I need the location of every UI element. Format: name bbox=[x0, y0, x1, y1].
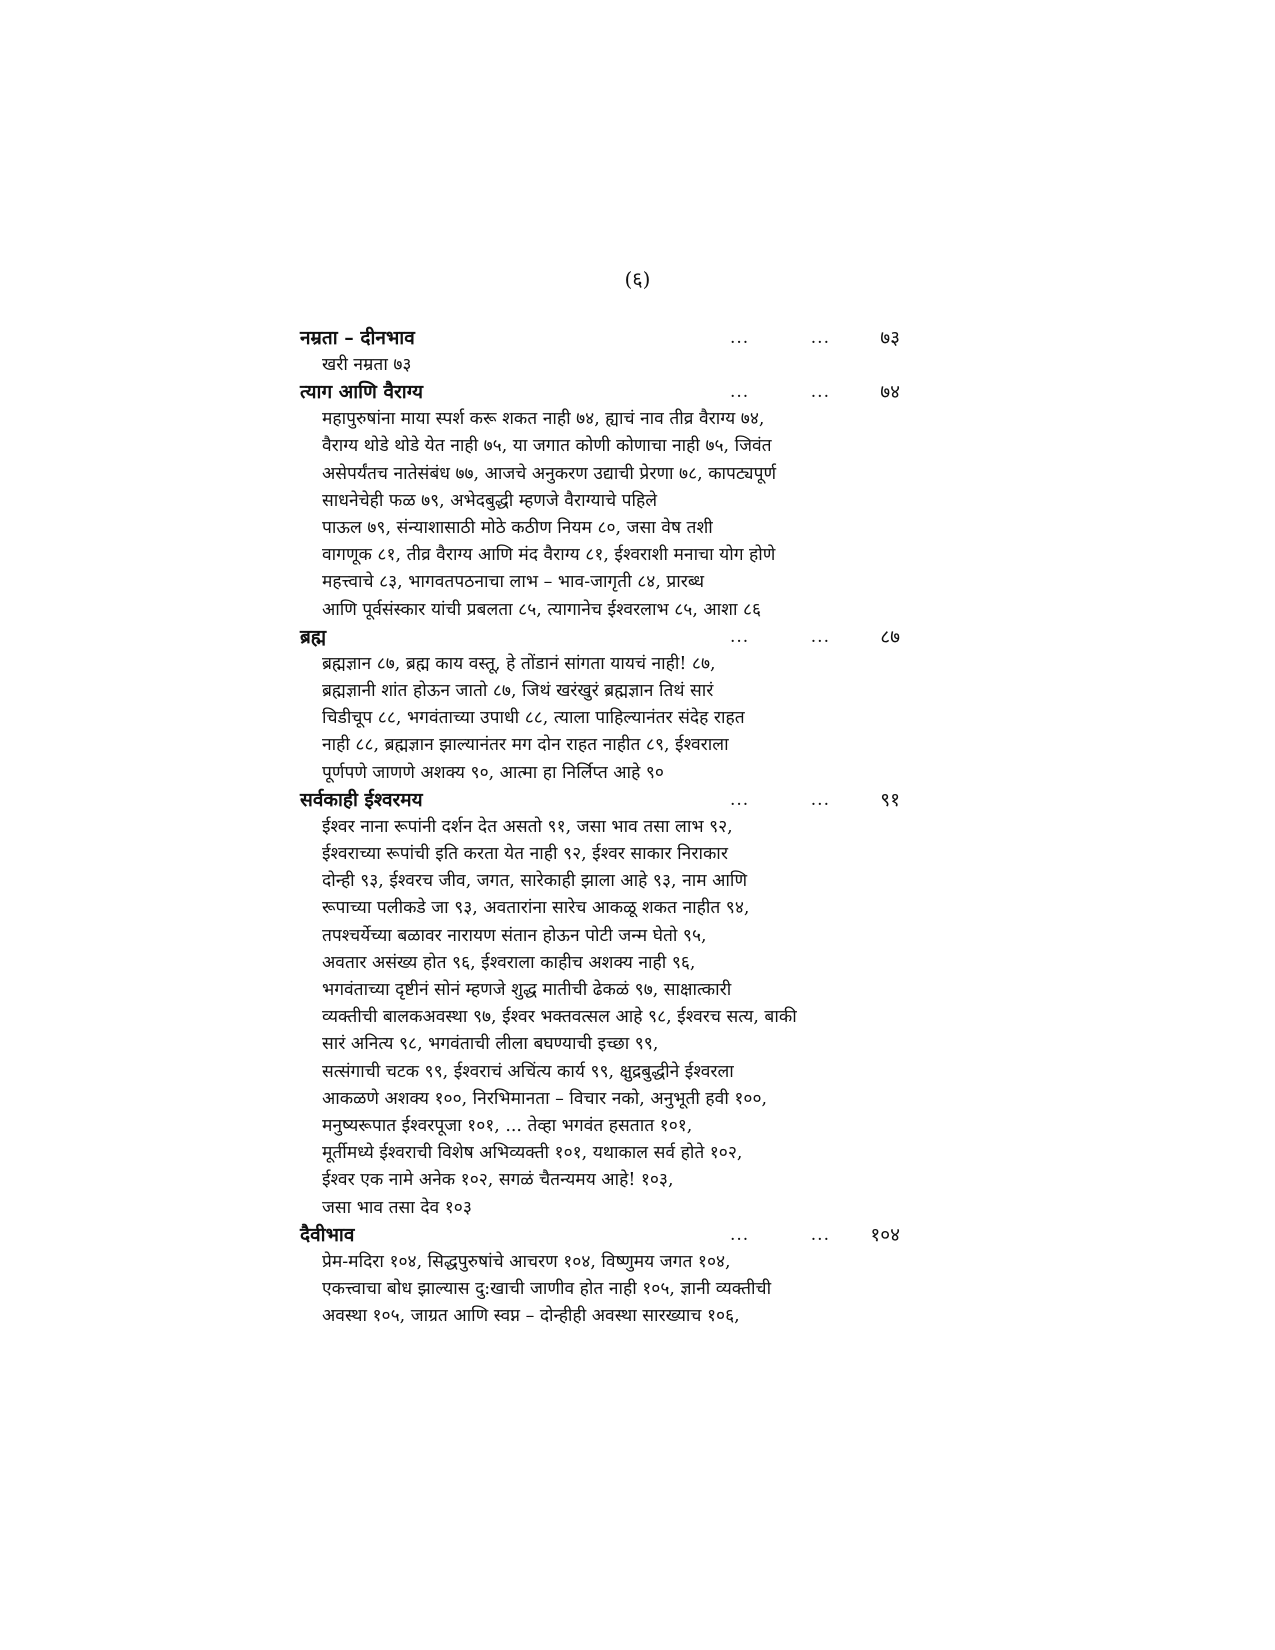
subtopic-line: पूर्णपणे जाणणे अशक्य ९०, आत्मा हा निर्लिप्त आहे ९० bbox=[322, 762, 664, 783]
toc-entry bbox=[300, 325, 900, 379]
subtopic-line: ईश्वर एक नामे अनेक १०२, सगळं चैतन्यमय आहे! १०३, bbox=[322, 1170, 674, 1191]
table-of-contents bbox=[300, 325, 900, 1331]
leader-ellipsis: ... bbox=[730, 626, 750, 647]
subtopic-line: मनुष्यरूपात ईश्वरपूजा १०१, ... तेव्हा भगवंत हसतात १०१, bbox=[322, 1116, 693, 1137]
toc-entry-page-number: ७४ bbox=[880, 381, 900, 404]
toc-entry bbox=[300, 379, 900, 624]
subtopic-line: भगवंताच्या दृष्टीनं सोनं म्हणजे शुद्ध मातीची ढेकळं ९७, साक्षात्कारी bbox=[322, 980, 732, 1001]
subtopic-line: रूपाच्या पलीकडे जा ९३, अवतारांना सारेच आकळू शकत नाहीत ९४, bbox=[322, 898, 750, 919]
subtopic-line: सारं अनित्य ९८, भगवंताची लीला बघण्याची इच्छा ९९, bbox=[322, 1034, 659, 1055]
page-number: (६) bbox=[624, 267, 651, 291]
subtopic-line: चिडीचूप ८८, भगवंताच्या उपाधी ८८, त्याला पाहिल्यानंतर संदेह राहत bbox=[322, 708, 745, 729]
toc-entry bbox=[300, 1222, 900, 1331]
toc-entry-subtopics bbox=[322, 352, 900, 379]
subtopic-line: खरी नम्रता ७३ bbox=[322, 355, 412, 375]
subtopic-line: वागणूक ८१, तीव्र वैराग्य आणि मंद वैराग्य ८१, ईश्वराशी मनाचा योग होणे bbox=[322, 545, 776, 566]
toc-entry bbox=[300, 624, 900, 787]
leader-ellipsis: ... bbox=[810, 382, 830, 403]
leader-ellipsis: ... bbox=[730, 382, 750, 403]
toc-entry-page-number: ८७ bbox=[880, 625, 900, 648]
toc-entry-heading bbox=[300, 1222, 900, 1249]
toc-entry-page-number: १०४ bbox=[870, 1223, 900, 1246]
subtopic-line: महत्त्वाचे ८३, भागवतपठनाचा लाभ – भाव-जागृती ८४, प्रारब्ध bbox=[322, 572, 705, 593]
toc-entry-heading bbox=[300, 624, 900, 651]
subtopic-line: मूर्तीमध्ये ईश्वराची विशेष अभिव्यक्ती १०१, यथाकाल सर्व होते १०२, bbox=[322, 1143, 743, 1164]
leader-ellipsis: ... bbox=[810, 789, 830, 810]
toc-entry-subtopics bbox=[322, 814, 900, 1222]
leader-ellipsis: ... bbox=[730, 789, 750, 810]
toc-entry-title: त्याग आणि वैराग्य bbox=[300, 381, 424, 404]
toc-entry-title: सर्वकाही ईश्वरमय bbox=[300, 788, 423, 811]
subtopic-line: आणि पूर्वसंस्कार यांची प्रबलता ८५, त्यागानेच ईश्वरलाभ ८५, आशा ८६ bbox=[322, 599, 762, 620]
subtopic-line: एकत्त्वाचा बोध झाल्यास दु:खाची जाणीव होत नाही १०५, ज्ञानी व्यक्तीची bbox=[322, 1279, 772, 1300]
subtopic-line: महापुरुषांना माया स्पर्श करू शकत नाही ७४, ह्याचं नाव तीव्र वैराग्य ७४, bbox=[322, 409, 765, 430]
toc-entry-page-number: ९१ bbox=[880, 788, 900, 811]
toc-entry-title: ब्रह्म bbox=[300, 625, 327, 648]
subtopic-line: पाऊल ७९, संन्याशासाठी मोठे कठीण नियम ८०, जसा वेष तशी bbox=[322, 518, 713, 539]
subtopic-line: नाही ८८, ब्रह्मज्ञान झाल्यानंतर मग दोन राहत नाहीत ८९, ईश्वराला bbox=[322, 735, 729, 756]
subtopic-line: ईश्वर नाना रूपांनी दर्शन देत असतो ९१, जसा भाव तसा लाभ ९२, bbox=[322, 816, 733, 837]
toc-leader-dots bbox=[730, 624, 830, 651]
subtopic-line: ईश्वराच्या रूपांची इति करता येत नाही ९२, ईश्वर साकार निराकार bbox=[322, 844, 728, 865]
toc-entry-heading bbox=[300, 379, 900, 406]
toc-entry bbox=[300, 787, 900, 1222]
leader-ellipsis: ... bbox=[810, 328, 830, 348]
subtopic-line: अवस्था १०५, जाग्रत आणि स्वप्न – दोन्हीही अवस्था सारख्याच १०६, bbox=[322, 1306, 740, 1327]
toc-leader-dots bbox=[730, 325, 830, 352]
toc-entry-page-number: ७३ bbox=[880, 327, 900, 349]
toc-entry-heading bbox=[300, 325, 900, 352]
subtopic-line: वैराग्य थोडे थोडे येत नाही ७५, या जगात कोणी कोणाचा नाही ७५, जिवंत bbox=[322, 436, 772, 457]
subtopic-line: ब्रह्मज्ञान ८७, ब्रह्म काय वस्तू, हे तोंडानं सांगता यायचं नाही! ८७, bbox=[322, 653, 716, 674]
subtopic-line: असेपर्यंतच नातेसंबंध ७७, आजचे अनुकरण उद्याची प्रेरणा ७८, कापट्यपूर्ण bbox=[322, 463, 777, 484]
subtopic-line: ब्रह्मज्ञानी शांत होऊन जातो ८७, जिथं खरंखुरं ब्रह्मज्ञान तिथं सारं bbox=[322, 681, 714, 702]
subtopic-line: तपश्चर्येच्या बळावर नारायण संतान होऊन पोटी जन्म घेतो ९५, bbox=[322, 925, 707, 946]
toc-leader-dots bbox=[730, 379, 830, 406]
toc-leader-dots bbox=[730, 1222, 830, 1249]
subtopic-line: अवतार असंख्य होत ९६, ईश्वराला काहीच अशक्य नाही ९६, bbox=[322, 952, 696, 973]
toc-entry-title: दैवीभाव bbox=[300, 1223, 355, 1246]
subtopic-line: साधनेचेही फळ ७९, अभेदबुद्धी म्हणजे वैराग्याचे पहिले bbox=[322, 490, 658, 511]
toc-entry-subtopics bbox=[322, 406, 900, 624]
subtopic-line: दोन्ही ९३, ईश्वरच जीव, जगत, सारेकाही झाला आहे ९३, नाम आणि bbox=[322, 871, 748, 892]
leader-ellipsis: ... bbox=[730, 328, 750, 348]
toc-leader-dots bbox=[730, 787, 830, 814]
subtopic-line: व्यक्तीची बालकअवस्था ९७, ईश्वर भक्तवत्सल आहे ९८, ईश्वरच सत्य, बाकी bbox=[322, 1007, 797, 1028]
leader-ellipsis: ... bbox=[810, 1224, 830, 1245]
toc-entry-subtopics bbox=[322, 651, 900, 787]
leader-ellipsis: ... bbox=[810, 626, 830, 647]
subtopic-line: प्रेम-मदिरा १०४, सिद्धपुरुषांचे आचरण १०४, विष्णुमय जगत १०४, bbox=[322, 1251, 731, 1272]
subtopic-line: आकळणे अशक्य १००, निरभिमानता – विचार नको, अनुभूती हवी १००, bbox=[322, 1088, 768, 1109]
toc-entry-subtopics bbox=[322, 1249, 900, 1331]
subtopic-line: जसा भाव तसा देव १०३ bbox=[322, 1197, 472, 1218]
toc-entry-heading bbox=[300, 787, 900, 814]
subtopic-line: सत्संगाची चटक ९९, ईश्वराचं अचिंत्य कार्य ९९, क्षुद्रबुद्धीने ईश्वरला bbox=[322, 1061, 734, 1082]
leader-ellipsis: ... bbox=[730, 1224, 750, 1245]
toc-entry-title: नम्रता – दीनभाव bbox=[300, 327, 415, 349]
